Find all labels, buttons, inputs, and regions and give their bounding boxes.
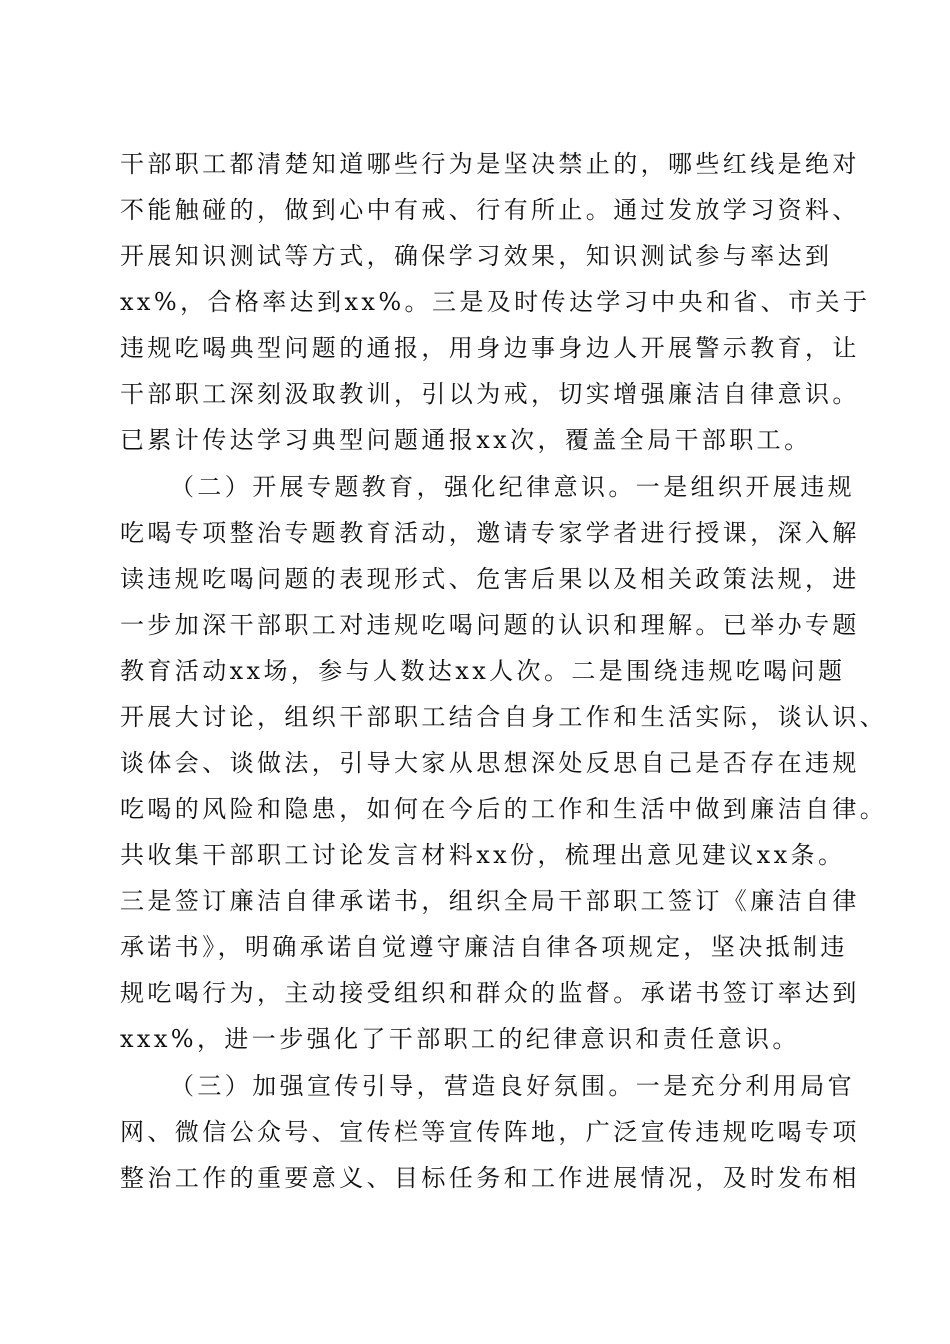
text-line: 已累计传达学习典型问题通报xx次，覆盖全局干部职工。: [120, 426, 812, 454]
text-line: 谈体会、谈做法，引导大家从思想深处反思自己是否存在违规: [120, 749, 860, 777]
text-line: 教育活动xx场，参与人数达xx人次。二是围绕违规吃喝问题: [120, 657, 846, 685]
section-heading-line: （三）加强宣传引导，营造良好氛围。一是充分利用局官: [170, 1072, 855, 1100]
text-line: 干部职工深刻汲取教训，引以为戒，切实增强廉洁自律意识。: [120, 380, 860, 408]
text-line: 承诺书》，明确承诺自觉遵守廉洁自律各项规定，坚决抵制违: [120, 933, 848, 961]
text-line: 规吃喝行为，主动接受组织和群众的监督。承诺书签订率达到: [120, 979, 860, 1007]
text-line: 违规吃喝典型问题的通报，用身边事身边人开展警示教育，让: [120, 334, 860, 362]
text-line: 共收集干部职工讨论发言材料xx份，梳理出意见建议xx条。: [120, 841, 846, 869]
text-line: 读违规吃喝问题的表现形式、危害后果以及相关政策法规，进: [120, 565, 860, 593]
text-line: 干部职工都清楚知道哪些行为是坚决禁止的，哪些红线是绝对: [120, 150, 860, 178]
section-heading-line: （二）开展专题教育，强化纪律意识。一是组织开展违规: [170, 473, 855, 501]
text-line: 开展知识测试等方式，确保学习效果，知识测试参与率达到: [120, 242, 833, 270]
text-line: 开展大讨论，组织干部职工结合自身工作和生活实际，谈认识、: [120, 703, 888, 731]
text-line: xx%，合格率达到xx%。三是及时传达学习中央和省、市关于: [120, 288, 871, 316]
text-line: 整治工作的重要意义、目标任务和工作进展情况，及时发布相: [120, 1164, 860, 1192]
text-line: 三是签订廉洁自律承诺书，组织全局干部职工签订《廉洁自律: [120, 887, 860, 915]
text-line: 一步加深干部职工对违规吃喝问题的认识和理解。已举办专题: [120, 611, 860, 639]
text-line: 网、微信公众号、宣传栏等宣传阵地，广泛宣传违规吃喝专项: [120, 1118, 860, 1146]
text-line: xxx%，进一步强化了干部职工的纪律意识和责任意识。: [120, 1025, 800, 1053]
text-line: 吃喝专项整治专题教育活动，邀请专家学者进行授课，深入解: [120, 519, 860, 547]
text-line: 不能触碰的，做到心中有戒、行有所止。通过发放学习资料、: [120, 196, 860, 224]
text-line: 吃喝的风险和隐患，如何在今后的工作和生活中做到廉洁自律。: [120, 795, 888, 823]
